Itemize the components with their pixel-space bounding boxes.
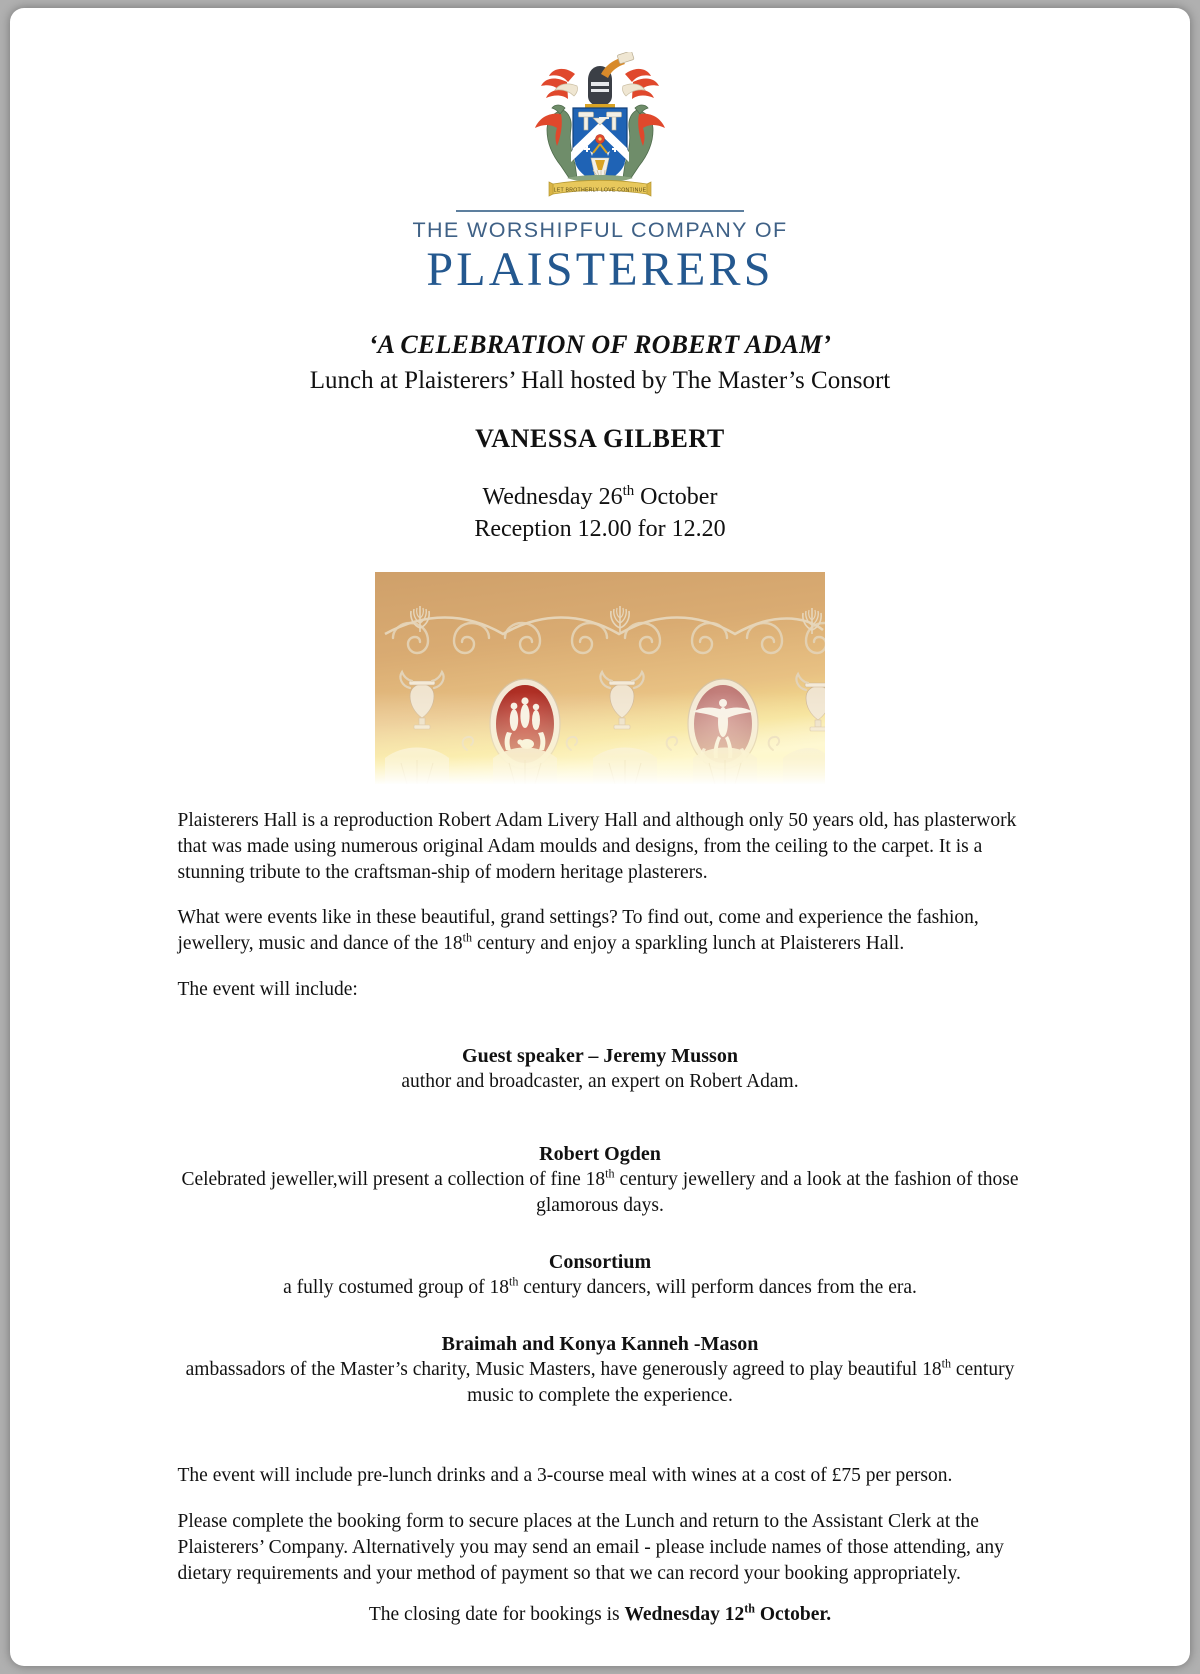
programme-description xyxy=(178,1069,1023,1095)
programme-description xyxy=(178,1167,1023,1219)
programme-description-b: century jewellery and a look at the fashion of those glamorous days. xyxy=(536,1169,1019,1217)
host-name: VANESSA GILBERT xyxy=(475,423,725,453)
motto-text: LET BROTHERLY LOVE CONTINUE xyxy=(553,187,647,194)
coat-of-arms-icon xyxy=(505,52,695,204)
paragraph-include-intro: The event will include: xyxy=(177,979,358,1001)
plasterwork-frieze-image xyxy=(375,572,825,784)
paragraph-experience-a: What were events like in these beautiful, grand settings? To find out, come and experience the fashion, jewellery, music and dance of the 18 xyxy=(177,907,979,955)
document-body xyxy=(10,8,1190,1666)
coat-of-arms-container xyxy=(10,52,1190,204)
document-text-column xyxy=(178,784,1023,1627)
programme-name: Consortium xyxy=(548,1250,652,1273)
wordmark-rule xyxy=(456,210,744,212)
spacer xyxy=(178,1095,1023,1141)
programme-description xyxy=(178,1275,1023,1301)
company-wordmark xyxy=(10,210,1190,295)
event-date xyxy=(10,481,1190,513)
programme-description xyxy=(178,1357,1023,1409)
programme-description-b: century music to complete the experience. xyxy=(467,1358,1015,1406)
wordmark-line-2: PLAISTERERS xyxy=(426,242,774,296)
closing-date-month: October. xyxy=(754,1604,832,1626)
paragraph-cost: The event will include pre-lunch drinks and a 3-course meal with wines at a cost of £75 per person. xyxy=(177,1464,953,1486)
event-subtitle: Lunch at Plaisterers’ Hall hosted by The Master’s Consort xyxy=(309,366,891,394)
paragraph-experience xyxy=(178,905,1023,957)
page-title: ‘A CELEBRATION OF ROBERT ADAM’ xyxy=(368,330,832,360)
programme-description-ordinal: th xyxy=(508,1274,519,1289)
closing-date xyxy=(624,1601,832,1626)
spacer xyxy=(178,1409,1023,1463)
programme-item-consortium xyxy=(178,1249,1023,1301)
programme-item-kanneh-mason xyxy=(178,1331,1023,1409)
programme-description-a: ambassadors of the Master’s charity, Music Masters, have generously agreed to play beautiful 18 xyxy=(185,1358,942,1380)
programme-description-a: author and broadcaster, an expert on Robert Adam. xyxy=(401,1071,799,1093)
programme-item-guest-speaker xyxy=(178,1043,1023,1095)
closing-date-ordinal: th xyxy=(744,1601,755,1616)
event-date-ordinal: th xyxy=(622,482,635,499)
closing-prefix: The closing date for bookings is xyxy=(368,1604,625,1626)
programme-description-a: Celebrated jeweller,will present a collection of fine 18 xyxy=(181,1169,606,1191)
motto-scroll xyxy=(549,180,651,196)
spacer xyxy=(178,1219,1023,1249)
programme-name: Braimah and Konya Kanneh -Mason xyxy=(441,1332,759,1355)
document-page xyxy=(10,8,1190,1666)
closing-date-main: Wednesday 12 xyxy=(624,1604,745,1626)
plasterwork-image-container xyxy=(10,572,1190,784)
programme-description-b: century dancers, will perform dances from the era. xyxy=(518,1276,917,1298)
event-reception-time: Reception 12.00 for 12.20 xyxy=(474,516,726,543)
paragraph-hall-description: Plaisterers Hall is a reproduction Robert Adam Livery Hall and although only 50 years old, has plasterwork that was made using numerous original Adam moulds and designs, from the ceiling to the carpet. It is a stunning tribute to the craftsman-ship of modern heritage plasterers. xyxy=(177,809,1017,883)
programme-name: Guest speaker – Jeremy Musson xyxy=(462,1045,738,1068)
spacer xyxy=(178,1021,1023,1043)
paragraph-experience-ordinal: th xyxy=(462,930,473,945)
closing-date-line xyxy=(178,1601,1023,1626)
programme-description-ordinal: th xyxy=(941,1356,951,1371)
wordmark-line-1: THE WORSHIPFUL COMPANY OF xyxy=(412,218,788,242)
event-date-main: Wednesday 26 xyxy=(482,483,623,510)
paragraph-booking-instructions: Please complete the booking form to secure places at the Lunch and return to the Assistant Clerk at the Plaisterers’ Company. Alternatively you may send an email - please include names of those attending, any dietary requirements and your method of payment so that we can record your booking appropriately. xyxy=(177,1510,1004,1584)
spacer xyxy=(178,1301,1023,1331)
event-title-block xyxy=(10,329,1190,395)
programme-name: Robert Ogden xyxy=(539,1143,661,1166)
programme-item-robert-ogden xyxy=(178,1141,1023,1219)
paragraph-experience-b: century and enjoy a sparkling lunch at Plaisterers Hall. xyxy=(472,933,905,955)
programme-description-ordinal: th xyxy=(605,1166,615,1181)
event-date-month: October xyxy=(634,483,718,510)
programme-description-a: a fully costumed group of 18 xyxy=(283,1276,509,1298)
event-datetime xyxy=(10,481,1190,546)
